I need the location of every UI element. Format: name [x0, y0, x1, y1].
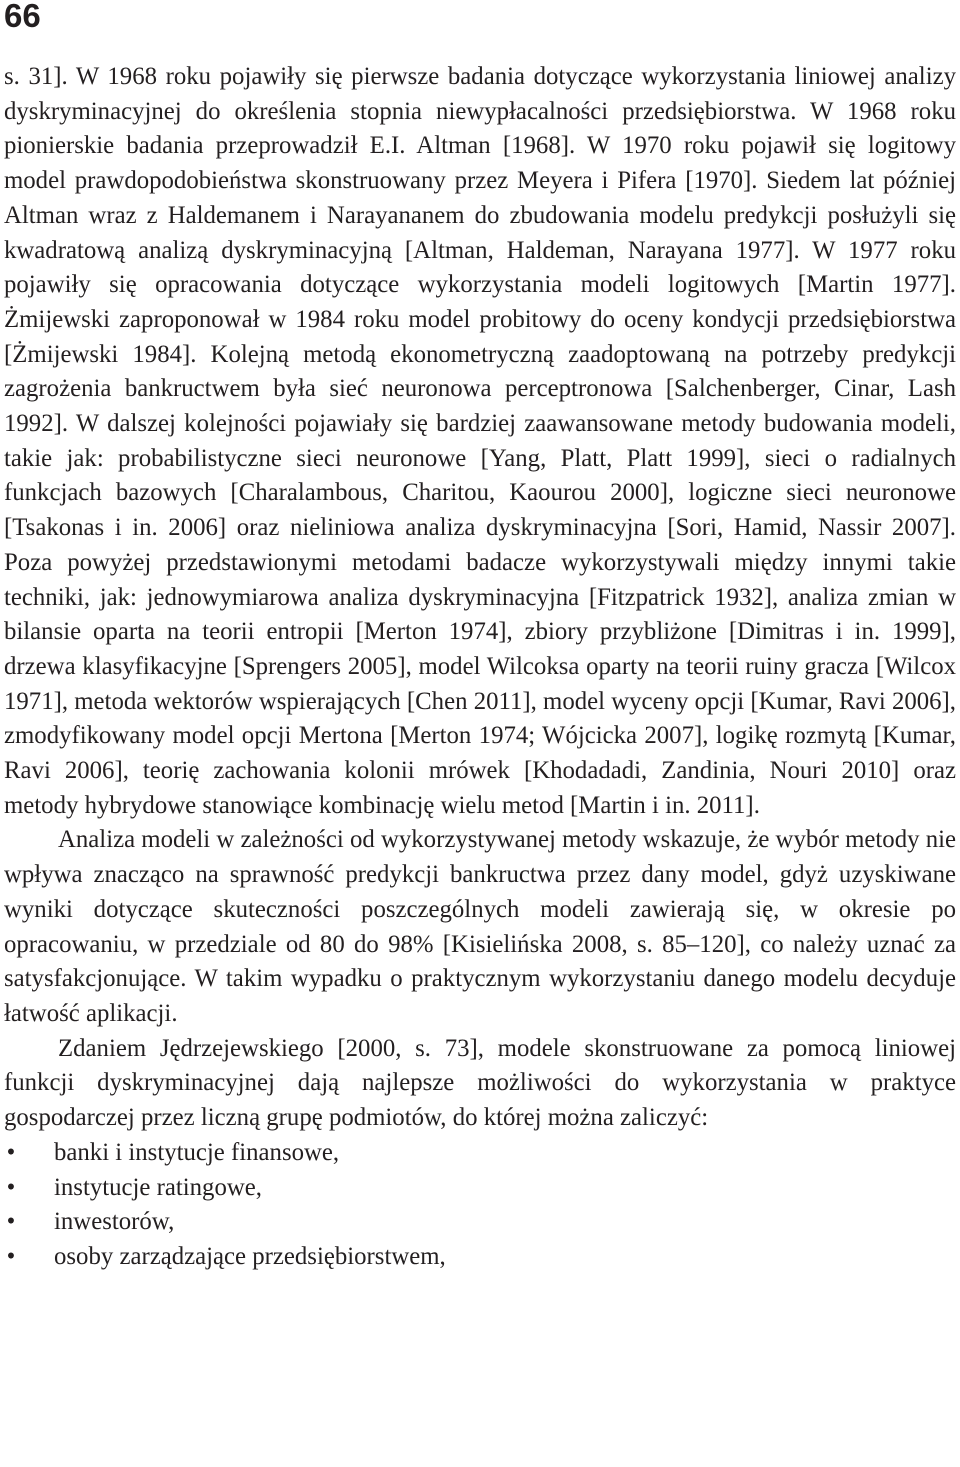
list-item	[4, 1240, 956, 1275]
list-item-text: inwestorów,	[54, 1208, 175, 1236]
list-item	[4, 1171, 956, 1206]
bullet-icon: •	[6, 1138, 16, 1166]
bullet-icon: •	[6, 1242, 16, 1270]
paragraph: Analiza modeli w zależności od wykorzystywanej metody wskazuje, że wybór metody nie wpływa znacząco na sprawność predykcji bankructwa przez dany model, gdyż uzyskiwane wyniki dotyczące skuteczności poszczególnych modeli zawierają się, w okresie po opracowaniu, w przedziale od 80 do 98% [Kisielińska 2008, s. 85–120], co należy uznać za satysfakcjonujące. W takim wypadku o praktycznym wykorzystaniu danego modelu decyduje łatwość aplikacji.	[4, 826, 956, 1027]
list-item-text: instytucje ratingowe,	[54, 1173, 262, 1201]
list-item-text: osoby zarządzające przedsiębiorstwem,	[54, 1242, 446, 1270]
list-item	[4, 1136, 956, 1171]
paragraph: s. 31]. W 1968 roku pojawiły się pierwsze badania dotyczące wykorzystania liniowej analizy dyskryminacyjnej do określenia stopnia niewypłacalności przedsiębiorstwa. W 1968 roku pionierskie badania przeprowadził E.I. Altman [1968]. W 1970 roku pojawił się logitowy model prawdopodobieństwa skonstruowany przez Meyera i Pifera [1970]. Siedem lat później Altman wraz z Haldemanem i Narayananem do zbudowania modelu predykcji posłużyli się kwadratową analizą dyskryminacyjną [Altman, Haldeman, Narayana 1977]. W 1977 roku pojawiły się opracowania dotyczące wykorzystania modeli logitowych [Martin 1977]. Żmijewski zaproponował w 1984 roku model probitowy do oceny kondycji przedsiębiorstwa [Żmijewski 1984]. Kolejną metodą ekonometryczną zaadoptowaną na potrzeby predykcji zagrożenia bankructwem była sieć neuronowa perceptronowa [Salchenberger, Cinar, Lash 1992]. W dalszej kolejności pojawiały się bardziej zaawansowane metody budowania modeli, takie jak: probabilistyczne sieci neuronowe [Yang, Platt, Platt 1999], sieci o radialnych funkcjach bazowych [Charalambous, Charitou, Kaourou 2000], logiczne sieci neuronowe [Tsakonas i in. 2006] oraz nieliniowa analiza dyskryminacyjna [Sori, Hamid, Nassir 2007]. Poza powyżej przedstawionymi metodami badacze wykorzystywali między innymi takie techniki, jak: jednowymiarowa analiza dyskryminacyjna [Fitzpatrick 1932], analiza zmian w bilansie oparta na teorii entropii [Merton 1974], zbiory przybliżone [Dimitras i in. 1999], drzewa klasyfikacyjne [Sprengers 2005], model Wilcoksa oparty na teorii ruiny gracza [Wilcox 1971], metoda wektorów wspierających [Chen 2011], model wyceny opcji [Kumar, Ravi 2006], zmodyfikowany model opcji Mertona [Merton 1974; Wójcicka 2007], logikę rozmytą [Kumar, Ravi 2006], teorię zachowania kolonii mrówek [Khodadadi, Zandinia, Nouri 2010] oraz metody hybrydowe stanowiące kombinację wielu metod [Martin i in. 2011].	[4, 63, 956, 819]
list-item	[4, 1205, 956, 1240]
bullet-icon: •	[6, 1208, 16, 1236]
page-body	[4, 60, 956, 1275]
paragraph: Zdaniem Jędrzejewskiego [2000, s. 73], modele skonstruowane za pomocą liniowej funkcji dyskryminacyjnej dają najlepsze możliwości do wykorzystania w praktyce gospodarczej przez liczną grupę podmiotów, do której można zaliczyć:	[4, 1034, 956, 1132]
list-item-text: banki i instytucje finansowe,	[54, 1138, 340, 1166]
bullet-list	[4, 1136, 956, 1275]
page-number: 66	[4, 0, 41, 34]
bullet-icon: •	[6, 1173, 16, 1201]
